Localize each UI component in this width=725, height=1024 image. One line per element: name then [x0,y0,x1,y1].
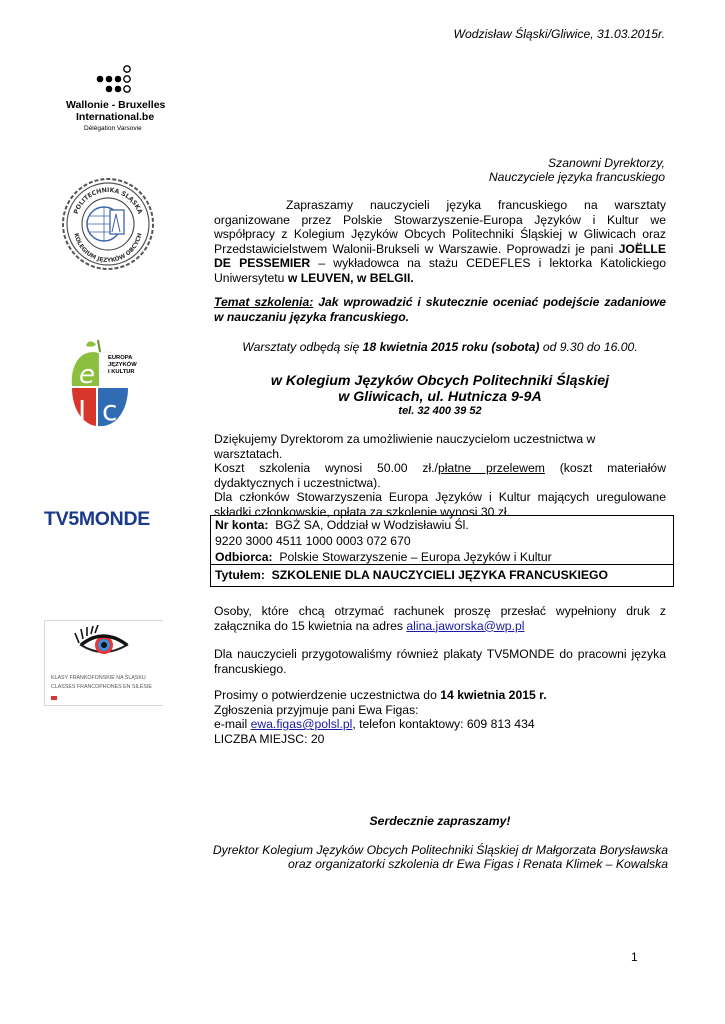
tv5monde-logo: TV5MONDE [44,508,150,530]
date-after: od 9.30 do 16.00. [539,340,638,354]
thanks-line1: Dziękujemy Dyrektorom za umożliwienie nauczycielom uczestnictwa w warsztatach. [214,432,596,461]
intro-part2: – wykładowca na stażu CEDEFLES i lektorka Katolickiego Uniwersytetu [214,256,666,285]
place-date: Wodzisław Śląski/Gliwice, 31.03.2015r. [453,27,665,41]
invoice-text: Osoby, które chcą otrzymać rachunek proszę przesłać wypełniony druk z załącznika do 15 kwietnia na adres [214,604,666,633]
polsl-ring-bottom: KOLEGIUM JĘZYKÓW OBCYCH [72,232,144,265]
date-value: 18 kwietnia 2015 roku (sobota) [362,340,540,354]
cost-transfer: płatne przelewem [437,461,545,475]
venue-line1: w Kolegium Języków Obcych Politechniki Śląskiej [270,373,610,389]
account-bank: BGŻ SA, Oddział w Wodzisławiu Śl. [275,518,469,532]
account-label: Nr konta: [215,518,269,532]
closing-line: Serdecznie zapraszamy! [369,814,511,828]
svg-text:c: c [102,394,118,427]
confirm-line3 [214,717,666,732]
title-value: SZKOLENIE DLA NAUCZYCIELI JĘZYKA FRANCUSKIEGO [271,568,608,582]
bank-number-row: 9220 3000 4511 1000 0003 072 670 [215,534,411,548]
svg-text:I: I [78,394,87,427]
eic-logo [66,336,166,432]
eic-apple-icon [66,336,166,432]
topic-label: Temat szkolenia: [214,295,314,309]
confirm-text: Prosimy o potwierdzenie uczestnictwa do [214,688,441,702]
klasy-frankofonskie-logo [44,620,163,706]
topic-paragraph [214,295,666,324]
cost-text: Koszt szkolenia wynosi 50.00 zł./ [214,461,438,475]
wbi-line1: Wallonie - Bruxelles [66,99,166,111]
klasy-l1: KLASY FRANKOFOŃSKIE NA ŚLĄSKU [51,675,146,681]
thanks-line3: Dla członków Stowarzyszenia Europa Języków i Kultur mających uregulowane składki członkowskie, opłata za szkolenie wynosi 30 zł. [214,490,666,519]
signature-line1: Dyrektor Kolegium Języków Obcych Politechniki Śląskiej dr Małgorzata Borysławska [212,843,668,857]
greeting-line2: Nauczyciele języka francuskiego [488,170,665,184]
polsl-kjo-logo [60,176,156,272]
figas-email-link[interactable]: ewa.figas@polsl.pl [250,717,353,731]
confirm-deadline: 14 kwietnia 2015 r. [440,688,547,702]
polsl-ring-top: POLITECHNIKA ŚLĄSKA [72,186,144,216]
date-line [214,340,666,355]
recipient-label: Odbiorca: [215,550,273,564]
intro-part1: Zapraszamy nauczycieli języka francuskiego na warsztaty organizowane przez Polskie Stowarzyszenie-Europa Języków i Kultur we współpracy z Kolegium Języków Obcych Politechniki Śląskiej w Gliwicach oraz Przedstawicielstwem Walonii-Brukseli w Warszawie. Poprowadzi je pani [214,198,666,256]
bank-details-box [210,515,674,587]
confirmation-block [214,688,666,746]
intro-place: w LEUVEN, w BELGII. [287,270,414,285]
klasy-l2: CLASSES FRANCOPHONES EN SILÉSIE [51,684,152,690]
date-before: Warsztaty odbędą się [242,340,363,354]
thanks-block [214,432,666,519]
page-number: 1 [631,950,638,964]
greeting-line1: Szanowni Dyrektorzy, [548,156,665,170]
confirm-line1 [214,688,666,703]
polsl-seal-icon [60,176,156,272]
eic-l3: I KULTUR [108,369,135,375]
cost-note: (koszt materiałów dydaktycznych i uczestnictwa). [214,461,666,490]
svg-text:e: e [79,360,95,390]
wbi-dots-icon [62,64,172,104]
intro-paragraph [214,198,666,285]
bank-recipient-row [215,550,670,565]
eye-icon [45,621,163,667]
wbi-line3: Délégation Varsovie [84,125,142,132]
wbi-logo [62,64,172,136]
intro-name: JOËLLE DE PESSEMIER [214,241,666,270]
confirm-line4: LICZBA MIEJSC: 20 [214,731,325,746]
invoice-paragraph [214,604,666,633]
confirm-line2: Zgłoszenia przyjmuje pani Ewa Figas: [214,702,419,717]
eic-l1: EUROPA [108,355,133,361]
invoice-email-link[interactable]: alina.jaworska@wp.pl [406,618,525,633]
email-prefix: e-mail [214,717,251,731]
title-label: Tytułem: [215,568,265,582]
bank-title-row [215,568,670,583]
venue-phone: tel. 32 400 39 52 [398,405,482,417]
bank-account-row [215,518,670,533]
topic-text: Jak wprowadzić i skutecznie oceniać podejście zadaniowe w nauczaniu języka francuskiego. [214,295,666,324]
recipient-value: Polskie Stowarzyszenie – Europa Języków i Kultur [279,550,552,564]
phone-text: , telefon kontaktowy: 609 813 434 [352,717,535,731]
signature-line2: oraz organizatorki szkolenia dr Ewa Figas i Renata Klimek – Kowalska [287,857,668,871]
posters-paragraph: Dla nauczycieli przygotowaliśmy również plakaty TV5MONDE do pracowni języka francuskiego. [214,647,666,676]
eic-l2: JĘZYKÓW [108,362,137,368]
venue-line2: w Gliwicach, ul. Hutnicza 9-9A [338,389,542,405]
wbi-line2: International.be [76,111,155,123]
thanks-line2 [214,461,666,490]
